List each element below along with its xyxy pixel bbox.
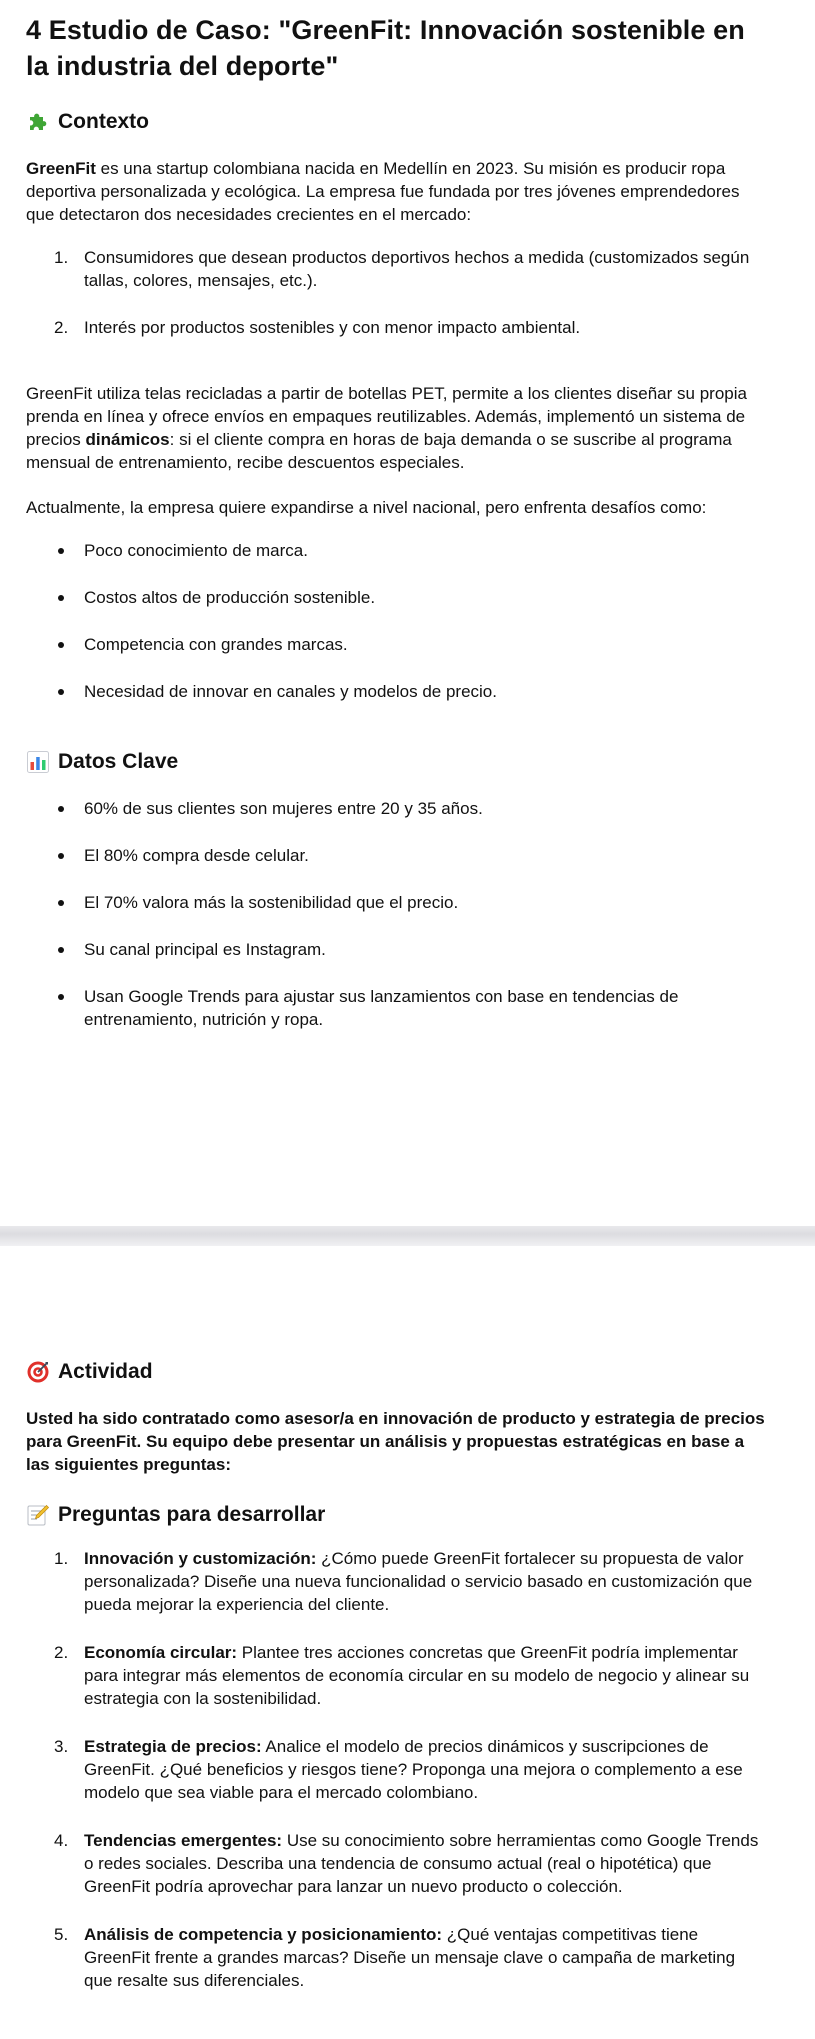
actividad-description: Usted ha sido contratado como asesor/a en innovación de producto y estrategia de precios para GreenFit. Su equipo debe presentar un análisis y propuestas estratégicas en base a las siguientes preguntas: — [26, 1409, 765, 1474]
doc-title-block — [26, 12, 766, 84]
pregunta-item: 3. Estrategia de precios: Analice el modelo de precios dinámicos y suscripciones de GreenFit. ¿Qué beneficios y riesgos tiene? Proponga una mejora o complemento a ese modelo que sea viable para el mercado colombiano. — [54, 1737, 743, 1802]
contexto-paragraph-3: Actualmente, la empresa quiere expandirse a nivel nacional, pero enfrenta desafíos como: — [26, 498, 707, 517]
need-item: 2. Interés por productos sostenibles y con menor impacto ambiental. — [54, 318, 581, 337]
doc-title: 4 Estudio de Caso: "GreenFit: Innovación sostenible en la industria del deporte" — [26, 15, 745, 81]
challenges-list — [26, 539, 766, 703]
challenge-item: Competencia con grandes marcas. — [26, 633, 766, 656]
preguntas-heading — [26, 1501, 766, 1529]
challenge-item: Poco conocimiento de marca. — [26, 539, 766, 562]
contexto-paragraph-2: GreenFit utiliza telas recicladas a partir de botellas PET, permite a los clientes diseñar su propia prenda en línea y ofrece envíos en empaques reutilizables. Además, implementó un sistema de precios dinámicos: si el cliente compra en horas de baja demanda o se suscribe al programa mensual de entrenamiento, recibe descuentos especiales. — [26, 384, 747, 472]
dato-item: Su canal principal es Instagram. — [26, 938, 766, 961]
brand-name: GreenFit — [26, 159, 96, 178]
contexto-heading-text: Contexto — [58, 110, 149, 133]
actividad-heading-block — [26, 1358, 766, 1386]
page-separator — [0, 1226, 815, 1246]
preguntas-list — [26, 1547, 766, 1992]
puzzle-icon — [26, 110, 50, 134]
datos-heading — [26, 748, 766, 776]
memo-icon — [26, 1503, 50, 1527]
preguntas-heading-text: Preguntas para desarrollar — [58, 1503, 326, 1526]
need-item: 1. Consumidores que desean productos deportivos hechos a medida (customizados según tallas, colores, mensajes, etc.). — [54, 248, 750, 290]
pregunta-item: 4. Tendencias emergentes: Use su conocimiento sobre herramientas como Google Trends o redes sociales. Describa una tendencia de consumo actual (real o hipotética) que GreenFit podría aprovechar para lanzar un nuevo producto o colección. — [54, 1831, 759, 1896]
pregunta-item: 5. Análisis de competencia y posicionamiento: ¿Qué ventajas competitivas tiene GreenFit frente a grandes marcas? Diseñe un mensaje clave o campaña de marketing que resalte sus diferenciales. — [54, 1925, 736, 1990]
challenge-item: Costos altos de producción sostenible. — [26, 586, 766, 609]
document-page-2 — [0, 1244, 815, 2039]
contexto-intro-paragraph — [26, 157, 766, 226]
datos-heading-block — [26, 748, 766, 776]
target-icon — [26, 1360, 50, 1384]
contexto-heading-block — [26, 108, 766, 136]
actividad-heading-text: Actividad — [58, 1360, 153, 1383]
contexto-intro — [26, 157, 766, 226]
dato-item: El 80% compra desde celular. — [26, 844, 766, 867]
pregunta-item: 1. Innovación y customización: ¿Cómo puede GreenFit fortalecer su propuesta de valor personalizada? Diseñe una nueva funcionalidad o servicio basado en customización que pueda mejorar la experiencia del cliente. — [54, 1549, 753, 1614]
contexto-heading — [26, 108, 766, 136]
pregunta-item: 2. Economía circular: Plantee tres acciones concretas que GreenFit podría implementar para integrar más elementos de economía circular en su modelo de negocio y alinear su estrategia con la sostenibilidad. — [54, 1643, 750, 1708]
dato-item: El 70% valora más la sostenibilidad que el precio. — [26, 891, 766, 914]
datos-list — [26, 797, 766, 1031]
intro-text: es una startup colombiana nacida en Medellín en 2023. Su misión es producir ropa deportiva personalizada y ecológica. La empresa fue fundada por tres jóvenes emprendedores que detectaron dos necesidades crecientes en el mercado: — [26, 159, 740, 224]
preguntas-heading-block — [26, 1501, 766, 1529]
bar-chart-icon — [26, 750, 50, 774]
challenge-item: Necesidad de innovar en canales y modelos de precio. — [26, 680, 766, 703]
actividad-heading — [26, 1358, 766, 1386]
dato-item: Usan Google Trends para ajustar sus lanzamientos con base en tendencias de entrenamiento, nutrición y ropa. — [26, 985, 766, 1031]
dato-item: 60% de sus clientes son mujeres entre 20 y 35 años. — [26, 797, 766, 820]
needs-list — [26, 246, 766, 339]
datos-heading-text: Datos Clave — [58, 750, 179, 773]
